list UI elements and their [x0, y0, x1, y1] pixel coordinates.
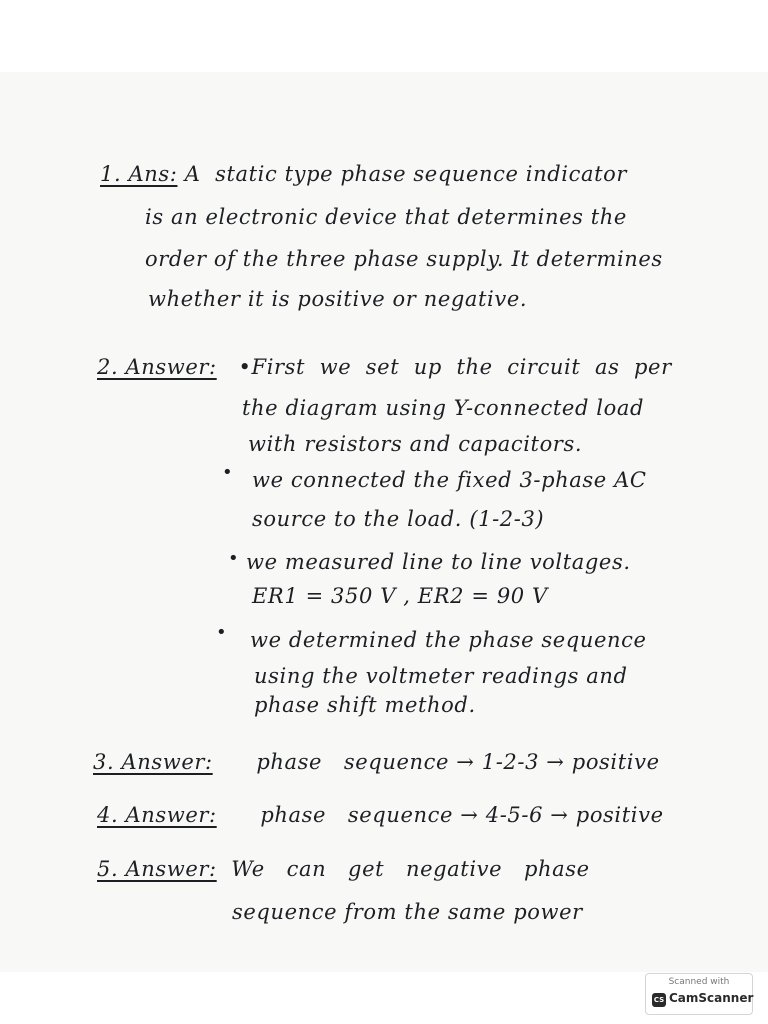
watermark-brand: CamScanner — [669, 991, 754, 1005]
answer-2-text: First we set up the circuit as per — [251, 355, 672, 379]
watermark-caption: Scanned with — [668, 977, 730, 987]
bullet-2: • — [222, 462, 233, 483]
answer-1-label: 1. Ans: — [100, 162, 178, 186]
answer-4-line — [97, 803, 664, 827]
answer-5-line-1 — [97, 857, 590, 881]
answer-2-label: 2. Answer: — [97, 355, 217, 379]
answer-5-text: We can get negative phase — [231, 857, 590, 881]
answer-5-label: 5. Answer: — [97, 857, 217, 881]
answer-2-line-10: phase shift method. — [254, 693, 476, 717]
answer-2-line-3: with resistors and capacitors. — [248, 432, 583, 456]
answer-2-line-6: we measured line to line voltages. — [246, 550, 631, 574]
answer-1-line-3: order of the three phase supply. It determines — [145, 247, 663, 271]
answer-1-line-1 — [100, 162, 627, 186]
answer-1-text: A static type phase sequence indicator — [184, 162, 628, 186]
answer-3-label: 3. Answer: — [93, 750, 213, 774]
camscanner-logo-icon: CS — [652, 993, 666, 1007]
answer-2-line-5: source to the load. (1-2-3) — [252, 507, 545, 531]
bullet-1: • — [238, 355, 252, 379]
answer-1-line-4: whether it is positive or negative. — [148, 287, 528, 311]
answer-5-line-2: sequence from the same power — [232, 900, 583, 924]
answer-1-line-2: is an electronic device that determines the — [145, 205, 627, 229]
answer-2-line-9: using the voltmeter readings and — [254, 664, 628, 688]
bullet-4: • — [216, 622, 227, 643]
answer-2-line-1 — [97, 355, 672, 379]
camscanner-watermark — [645, 973, 753, 1015]
answer-4-text: phase sequence → 4-5-6 → positive — [260, 803, 664, 827]
answer-3-text: phase sequence → 1-2-3 → positive — [256, 750, 660, 774]
bullet-3: • — [228, 548, 239, 569]
answer-4-label: 4. Answer: — [97, 803, 217, 827]
answer-2-line-4: we connected the fixed 3-phase AC — [252, 468, 647, 492]
answer-2-line-7: ER1 = 350 V , ER2 = 90 V — [252, 584, 548, 608]
answer-3-line — [93, 750, 660, 774]
answer-2-line-8: we determined the phase sequence — [250, 628, 647, 652]
answer-2-line-2: the diagram using Y-connected load — [242, 396, 644, 420]
